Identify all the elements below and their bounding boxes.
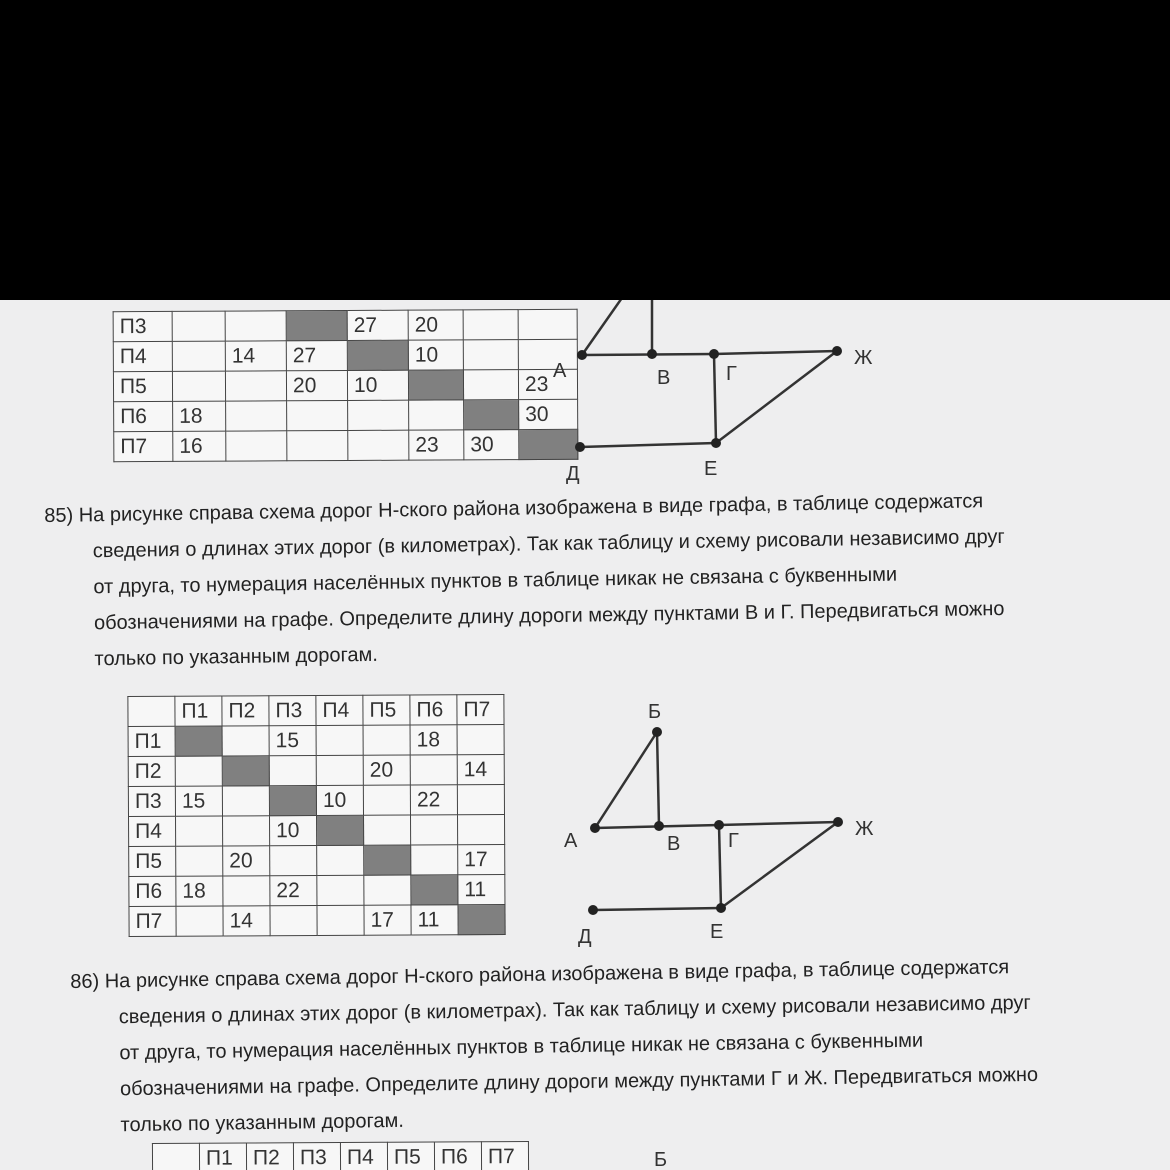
table-cell <box>226 401 287 431</box>
problem-85-line-2: сведения о длинах этих дорог (в километрах). Так как таблицу и схему рисовали независимо друг <box>92 525 1005 563</box>
column-header: П7 <box>457 695 504 725</box>
table-row <box>129 875 505 907</box>
table-cell: 10 <box>408 340 463 370</box>
table-cell <box>457 815 504 845</box>
header-row <box>128 695 504 727</box>
label-g: Г <box>726 363 737 385</box>
row-header: П7 <box>129 906 176 936</box>
table-cell <box>408 370 463 400</box>
table-cell <box>223 816 270 846</box>
table-row <box>129 845 505 877</box>
table-cell: 14 <box>223 906 270 936</box>
table-cell: 18 <box>173 401 226 431</box>
table-row <box>114 429 578 461</box>
column-header: П5 <box>363 695 410 725</box>
column-header: П4 <box>340 1142 387 1170</box>
table-cell <box>463 340 518 370</box>
table-row <box>129 905 505 937</box>
table-cell <box>286 310 347 340</box>
table-cell: 14 <box>225 341 286 371</box>
label-zh: Ж <box>855 818 874 840</box>
column-header: П3 <box>269 696 316 726</box>
table-cell: 15 <box>175 786 222 816</box>
table-cell <box>176 906 223 936</box>
problem-85-line-4: обозначениями на графе. Определите длину дороги между пунктами В и Г. Передвигаться можно <box>93 597 1005 635</box>
label-v: В <box>657 367 671 389</box>
label-zh: Ж <box>854 347 873 369</box>
table-cell: 30 <box>464 430 519 460</box>
table-cell <box>409 400 464 430</box>
column-header <box>128 696 175 726</box>
table-cell <box>317 905 364 935</box>
label-d: Д <box>566 463 580 485</box>
row-header: П1 <box>128 726 175 756</box>
problem-85-line-3: от друга, то нумерация населённых пунктов в таблице никак не связана с буквенными <box>93 563 898 599</box>
table-cell <box>175 756 222 786</box>
table-cell <box>411 875 458 905</box>
table-cell: 20 <box>286 370 347 400</box>
row-header: П3 <box>128 786 175 816</box>
distance-table-86 <box>152 1141 529 1170</box>
column-header: П1 <box>175 696 222 726</box>
table-cell <box>348 400 409 430</box>
row-header: П6 <box>114 401 173 431</box>
table-cell <box>176 816 223 846</box>
road-graph-86 <box>640 1140 700 1170</box>
row-header: П5 <box>129 846 176 876</box>
table-cell <box>175 726 222 756</box>
table-cell <box>225 311 286 341</box>
row-header: П4 <box>113 341 172 371</box>
table-cell <box>363 785 410 815</box>
problem-86-line-4: обозначениями на графе. Определите длину дороги между пунктами Г и Ж. Передвигаться можно <box>119 1063 1039 1101</box>
table-cell <box>269 786 316 816</box>
table-row <box>128 755 504 787</box>
row-header: П5 <box>113 371 172 401</box>
problem-85-line-1: На рисунке справа схема дорог Н-ского района изображена в виде графа, в таблице содержатся <box>78 490 984 527</box>
table-row <box>113 369 577 401</box>
table-cell: 27 <box>347 310 408 340</box>
table-cell <box>225 371 286 401</box>
table-row <box>128 785 504 817</box>
table-cell: 14 <box>457 755 504 785</box>
problem-86-line-3: от друга, то нумерация населённых пунктов в таблице никак не связана с буквенными <box>119 1029 924 1065</box>
table-cell: 18 <box>176 876 223 906</box>
table-cell <box>347 340 408 370</box>
column-header: П4 <box>316 695 363 725</box>
label-e: Е <box>710 921 724 943</box>
table-cell: 17 <box>458 845 505 875</box>
column-header: П7 <box>481 1142 528 1170</box>
table-cell <box>317 875 364 905</box>
table-cell: 30 <box>519 399 578 429</box>
table-cell <box>348 430 409 460</box>
column-header: П1 <box>199 1143 246 1170</box>
table-cell <box>458 905 505 935</box>
column-header: П6 <box>410 695 457 725</box>
column-header: П2 <box>222 696 269 726</box>
label-a: А <box>564 830 578 852</box>
header-row <box>152 1142 528 1170</box>
table-cell: 22 <box>410 785 457 815</box>
table-cell <box>287 430 348 460</box>
label-d: Д <box>578 926 592 948</box>
table-cell: 10 <box>347 370 408 400</box>
problem-86-line-1: На рисунке справа схема дорог Н-ского района изображена в виде графа, в таблице содержатся <box>104 956 1010 993</box>
table-cell: 20 <box>223 846 270 876</box>
column-header <box>152 1143 199 1170</box>
table-cell <box>176 846 223 876</box>
table-cell <box>316 755 363 785</box>
problem-85-number: 85) <box>44 504 74 527</box>
table-cell <box>270 845 317 875</box>
table-cell <box>317 845 364 875</box>
row-header: П6 <box>129 876 176 906</box>
row-header: П4 <box>129 816 176 846</box>
table-cell <box>410 755 457 785</box>
table-cell <box>172 311 225 341</box>
table-row <box>128 725 504 757</box>
table-cell: 17 <box>364 905 411 935</box>
table-cell <box>222 726 269 756</box>
table-cell: 20 <box>408 310 463 340</box>
table-cell <box>172 341 225 371</box>
table-cell: 22 <box>270 875 317 905</box>
row-header: П3 <box>113 311 172 341</box>
road-graph-84 <box>540 300 900 490</box>
label-g: Г <box>728 830 739 852</box>
table-cell <box>222 756 269 786</box>
table-cell <box>223 876 270 906</box>
table-cell <box>269 756 316 786</box>
table-cell <box>463 310 518 340</box>
table-cell <box>464 400 519 430</box>
photographed-worksheet <box>0 300 1170 1170</box>
table-row <box>114 399 578 431</box>
table-cell <box>317 815 364 845</box>
column-header: П2 <box>246 1143 293 1170</box>
table-cell <box>410 815 457 845</box>
table-cell <box>463 370 518 400</box>
table-cell <box>222 786 269 816</box>
distance-table-85 <box>127 694 505 937</box>
table-cell <box>363 815 410 845</box>
table-cell: 11 <box>458 875 505 905</box>
distance-table-84 <box>113 309 579 462</box>
problem-86-number: 86) <box>70 970 100 993</box>
table-cell <box>172 371 225 401</box>
label-e: Е <box>704 458 718 480</box>
table-cell: 10 <box>316 785 363 815</box>
table-row <box>113 339 577 371</box>
table-cell <box>457 725 504 755</box>
table-cell <box>287 400 348 430</box>
table-row <box>113 309 577 341</box>
problem-86-line-2: сведения о длинах этих дорог (в километрах). Так как таблицу и схему рисовали независимо друг <box>118 991 1031 1029</box>
problem-86-line-5: только по указанным дорогам. <box>120 1109 405 1137</box>
table-cell: 10 <box>270 816 317 846</box>
table-cell: 18 <box>410 725 457 755</box>
table-cell <box>364 875 411 905</box>
table-cell <box>457 785 504 815</box>
column-header: П5 <box>387 1142 434 1170</box>
road-graph-85 <box>555 695 895 955</box>
table-cell <box>316 725 363 755</box>
table-cell <box>364 845 411 875</box>
label-v: В <box>667 833 681 855</box>
row-header: П2 <box>128 756 175 786</box>
label-b: Б <box>648 701 662 723</box>
table-cell <box>270 905 317 935</box>
table-cell: 27 <box>286 340 347 370</box>
column-header: П3 <box>293 1143 340 1170</box>
problem-86-text <box>70 949 1039 1144</box>
table-cell <box>363 725 410 755</box>
label-b: Б <box>654 1149 668 1170</box>
table-cell <box>226 431 287 461</box>
table-cell <box>411 845 458 875</box>
row-header: П7 <box>114 431 173 461</box>
table-cell: 16 <box>173 431 226 461</box>
table-row <box>129 815 505 847</box>
table-cell: 20 <box>363 755 410 785</box>
table-cell: 15 <box>269 726 316 756</box>
table-cell: 11 <box>411 905 458 935</box>
problem-85-text <box>44 483 1007 678</box>
column-header: П6 <box>434 1142 481 1170</box>
problem-85-line-5: только по указанным дорогам. <box>94 643 379 671</box>
table-cell: 23 <box>518 369 577 399</box>
table-cell: 23 <box>409 430 464 460</box>
label-a: А <box>553 360 567 382</box>
